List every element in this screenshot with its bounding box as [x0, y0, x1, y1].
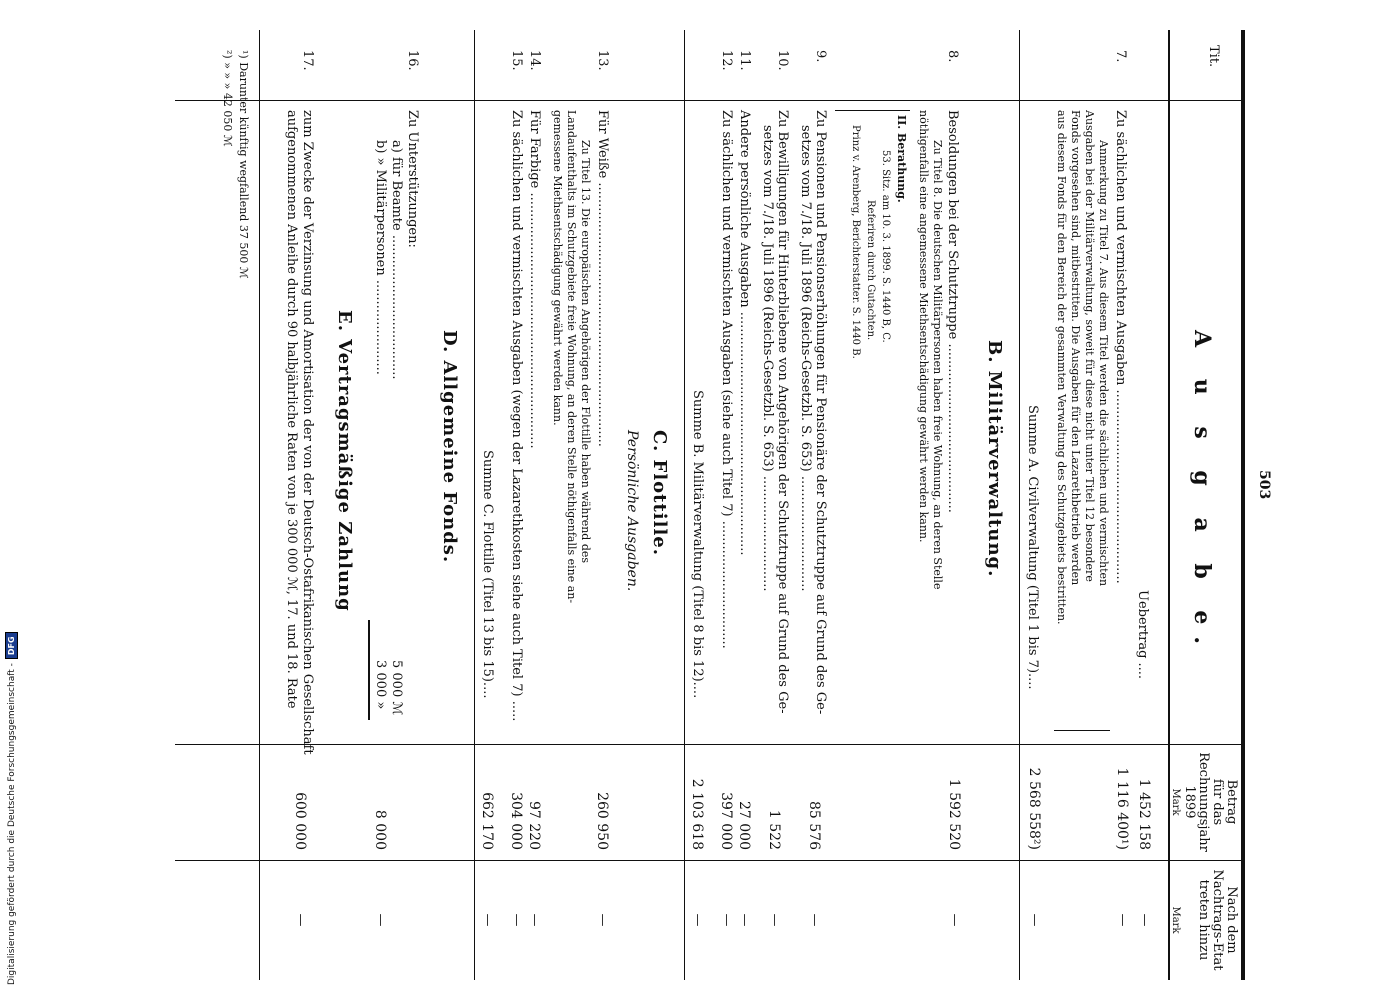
section-d-heading: D. Allgemeine Fonds. — [439, 330, 460, 564]
document-page — [70, 30, 1290, 980]
row-text: setzes vom 7./18. Juli 1896 (Reichs-Gesetzbl. S. 653) ............................ — [760, 125, 775, 592]
amount: 85 576 — [806, 801, 822, 850]
note-line: nöthigenfalls eine angemessene Miethsentschädigung gewährt werden kann. — [917, 110, 930, 543]
row-text: Für Weiße ................................................................ — [595, 110, 610, 447]
header-amount-col: Betrag für das Rechnungsjahr 1899 Mark — [1170, 752, 1239, 852]
note-line: Anmerkung zu Titel 7. Aus diesem Titel werden die sächlichen und vermischten — [1097, 140, 1110, 587]
row-text: Zu sächlichen und vermischten Ausgaben (wegen der Lazarethkosten siehe auch Titel 7) ..... — [509, 110, 524, 722]
berathung-line: Referiren durch Gutachten. — [865, 200, 876, 341]
dash: — — [947, 913, 962, 927]
header-tit: Tit. — [1206, 45, 1221, 68]
dash: — — [595, 913, 610, 927]
uebertrag: Uebertrag .... — [1135, 590, 1150, 680]
summe-a: Summe A. Civilverwaltung (Titel 1 bis 7).... — [1025, 405, 1040, 690]
section-c-heading: C. Flottille. — [649, 430, 670, 557]
note-line: aus diesem Fonds für den Bereich der gesammten Verwaltung des Schutzgebiets bestritten. — [1055, 110, 1068, 625]
row-text: Andere persönliche Ausgaben ........................................................... — [737, 110, 752, 556]
berathung-line: 53. Sitz. am 10. 3. 1899. S. 1440 B, C. — [880, 150, 891, 343]
inline-amount: 5 000 ℳ — [389, 660, 404, 716]
amount: 1 452 158 — [1136, 778, 1152, 850]
dash: — — [807, 913, 822, 927]
section-rule — [684, 30, 685, 980]
sum-underline — [368, 620, 370, 720]
row-text: Zu sächlichen und vermischten Ausgaben (siehe auch Titel 7) ............................... — [719, 110, 734, 649]
footnote: ¹) Darunter künftig wegfallend 37 500 ℳ — [237, 50, 250, 279]
summe-c: Summe C. Flottille (Titel 13 bis 15).... — [480, 450, 495, 699]
dash: — — [373, 913, 388, 927]
amount: 260 950 — [594, 792, 610, 850]
note-line: Zu Titel 13. Die europäischen Angehörigen der Flottille haben während des — [579, 140, 592, 564]
credit-text: Digitalisierung gefördert durch die Deutsche Forschungsgemeinschaft - — [6, 663, 17, 985]
inline-amount: 3 000 » — [373, 660, 388, 710]
berathung-heading: II. Berathung. — [895, 115, 908, 203]
amount: 304 000 — [508, 792, 524, 850]
title-number: 11. — [737, 50, 752, 71]
header-addition-col: Nach dem Nachtrags-Etat treten hinzu Mark — [1170, 869, 1239, 971]
dash: — — [1137, 913, 1152, 927]
page-number: 503 — [1256, 470, 1272, 500]
amount: 97 220 — [526, 801, 542, 850]
title-number: 10. — [775, 50, 790, 71]
row-text: aufgenommenen Anleihe durch 90 halbjährliche Raten von je 300 000 ℳ, 17. und 18. Rate — [284, 110, 299, 709]
footnote: ²) » » » 42 050 ℳ — [221, 50, 234, 147]
dash: — — [527, 913, 542, 927]
title-number: 9. — [813, 50, 828, 63]
title-number: 14. — [527, 50, 542, 71]
title-number: 8. — [945, 50, 960, 63]
row-text: Zu Unterstützungen: — [405, 110, 420, 248]
note-line: Ausgaben bei der Militärverwaltung, soweit für diese nicht unter Titel 12 besondere — [1083, 110, 1096, 582]
amount: 1 592 520 — [946, 778, 962, 850]
berathung-line: Prinz v. Arenberg, Berichterstatter. S. 1440 B. — [850, 125, 861, 359]
title-number: 16. — [405, 50, 420, 71]
summe-b: Summe B. Militärverwaltung (Titel 8 bis 12).... — [690, 390, 705, 699]
amount: 662 170 — [479, 792, 495, 850]
note-bracket — [1054, 730, 1110, 731]
row-text: b) » Militärpersonen ....................... — [373, 140, 388, 375]
row-text: setzes vom 7./18. Juli 1896 (Reichs-Gesetzbl. S. 653) ............................ — [798, 125, 813, 592]
row-text: Besoldungen bei der Schutztruppe ......................................... — [945, 110, 960, 513]
section-c-subheading: Persönliche Ausgaben. — [624, 430, 640, 592]
amount: 397 000 — [718, 792, 734, 850]
row-text: Zu Bewilligungen für Hinterbliebene von Angehörigen der Schutztruppe auf Grund des Ge- — [775, 110, 790, 714]
section-rule — [1019, 30, 1020, 980]
dash: — — [293, 913, 308, 927]
footnote-rule — [259, 30, 260, 980]
dash: — — [480, 913, 495, 927]
amount: 1 522 — [766, 809, 782, 850]
berathung-bracket — [835, 110, 910, 111]
row-text: Zu Pensionen und Pensionserhöhungen für Pensionäre der Schutztruppe auf Grund des Ge- — [813, 110, 828, 715]
amount: 27 000 — [736, 801, 752, 850]
row-text: a) für Beamte ................................... — [389, 140, 404, 380]
digitization-credit — [5, 632, 18, 985]
dfg-logo: DFG — [5, 632, 18, 659]
title-number: 17. — [300, 50, 315, 71]
note-line: Landaufenthalts im Schutzgebiete freie Wohnung, an deren Stelle nöthigenfalls eine an- — [565, 110, 578, 604]
title-number: 13. — [595, 50, 610, 71]
dash: — — [719, 913, 734, 927]
title-number: 12. — [719, 50, 734, 71]
dash: — — [737, 913, 752, 927]
note-line: Zu Titel 8. Die deutschen Militärpersonen haben freie Wohnung, an deren Stelle — [931, 140, 944, 590]
addition-column-rule — [175, 860, 1245, 861]
section-e-heading: E. Vertragsmäßige Zahlung — [334, 310, 355, 612]
dash: — — [1115, 913, 1130, 927]
dash: — — [1027, 913, 1042, 927]
amount: 8 000 — [372, 809, 388, 850]
note-line: gemessene Miethsentschädigung gewährt werden kann. — [551, 110, 564, 426]
section-rule — [474, 30, 475, 980]
amount-column-rule — [175, 744, 1245, 745]
header-ausgabe: A u s g a b e. — [1189, 330, 1215, 657]
amount: 2 568 558²) — [1026, 767, 1042, 850]
amount: 600 000 — [292, 792, 308, 850]
dash: — — [509, 913, 524, 927]
row-text: Für Farbige .............................................................. — [527, 110, 542, 449]
title-number: 7. — [1113, 50, 1128, 63]
section-b-heading: B. Militärverwaltung. — [984, 340, 1005, 578]
title-number: 15. — [509, 50, 524, 71]
dash: — — [690, 913, 705, 927]
note-line: Fonds vorgesehen sind, mitbestritten. Die Ausgaben für den Lazarethbetrieb werden — [1069, 110, 1082, 586]
tit-column-rule — [175, 100, 1245, 101]
row-text: zum Zwecke der Verzinsung und Amortisation der von der Deutsch-Ostafrikanischen Gesellschaft — [300, 110, 315, 755]
dash: — — [767, 913, 782, 927]
row-text: Zu sächlichen und vermischten Ausgaben ............................................... — [1113, 110, 1128, 584]
amount: 2 103 618 — [689, 778, 705, 850]
amount: 1 116 400¹) — [1114, 767, 1130, 850]
header-top-rule — [1241, 30, 1245, 980]
